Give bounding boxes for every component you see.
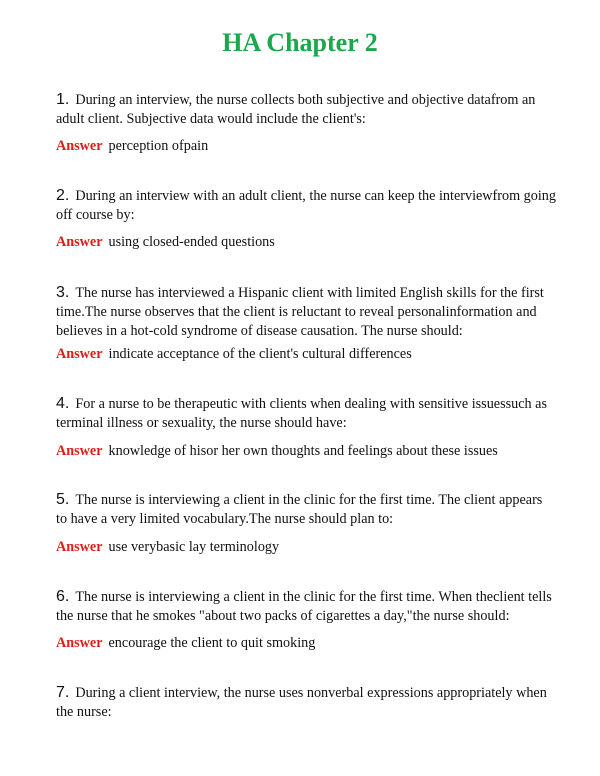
question-5 bbox=[56, 490, 556, 529]
question-text: The nurse is interviewing a client in the clinic for the first time. The client appears to have a very limited vocabulary.The nurse should plan to: bbox=[56, 492, 543, 527]
answer-label: Answer bbox=[56, 539, 103, 555]
answer-6 bbox=[56, 634, 556, 653]
answer-text: knowledge of hisor her own thoughts and feelings about these issues bbox=[108, 443, 498, 459]
question-text: The nurse has interviewed a Hispanic client with limited English skills for the first time.The nurse observes that the client is reluctant to reveal personalinformation and believes in a hot-cold syndrome of disease causation. The nurse should: bbox=[56, 285, 544, 339]
question-7 bbox=[56, 683, 556, 722]
answer-1 bbox=[56, 137, 556, 156]
question-text: During an interview, the nurse collects both subjective and objective datafrom an adult client. Subjective data would include the client's: bbox=[56, 92, 536, 127]
question-number: 1. bbox=[56, 91, 70, 108]
answer-text: use verybasic lay terminology bbox=[108, 539, 280, 555]
document-title: HA Chapter 2 bbox=[222, 28, 378, 57]
question-text: During an interview with an adult client, the nurse can keep the interviewfrom going off course by: bbox=[56, 188, 556, 223]
answer-3 bbox=[56, 345, 556, 364]
question-number: 5. bbox=[56, 491, 70, 508]
question-1 bbox=[56, 90, 556, 129]
answer-2 bbox=[56, 233, 556, 252]
question-number: 4. bbox=[56, 395, 70, 412]
answer-label: Answer bbox=[56, 234, 103, 250]
question-text: During a client interview, the nurse uses nonverbal expressions appropriately when the nurse: bbox=[56, 685, 547, 720]
question-number: 6. bbox=[56, 588, 70, 605]
question-number: 3. bbox=[56, 284, 70, 301]
question-6 bbox=[56, 587, 556, 626]
answer-text: using closed-ended questions bbox=[108, 234, 275, 250]
answer-label: Answer bbox=[56, 138, 103, 154]
question-number: 7. bbox=[56, 684, 70, 701]
answer-text: indicate acceptance of the client's cultural differences bbox=[108, 346, 412, 362]
answer-4 bbox=[56, 442, 556, 461]
answer-label: Answer bbox=[56, 346, 103, 362]
question-2 bbox=[56, 186, 556, 225]
answer-label: Answer bbox=[56, 635, 103, 651]
answer-5 bbox=[56, 538, 556, 557]
question-4 bbox=[56, 394, 556, 433]
answer-text: perception ofpain bbox=[108, 138, 209, 154]
answer-label: Answer bbox=[56, 443, 103, 459]
question-text: The nurse is interviewing a client in the clinic for the first time. When theclient tells the nurse that he smokes "about two packs of cigarettes a day,"the nurse should: bbox=[56, 589, 552, 624]
question-3 bbox=[56, 283, 556, 341]
answer-text: encourage the client to quit smoking bbox=[108, 635, 316, 651]
question-number: 2. bbox=[56, 187, 70, 204]
question-text: For a nurse to be therapeutic with clients when dealing with sensitive issuessuch as terminal illness or sexuality, the nurse should have: bbox=[56, 396, 547, 431]
